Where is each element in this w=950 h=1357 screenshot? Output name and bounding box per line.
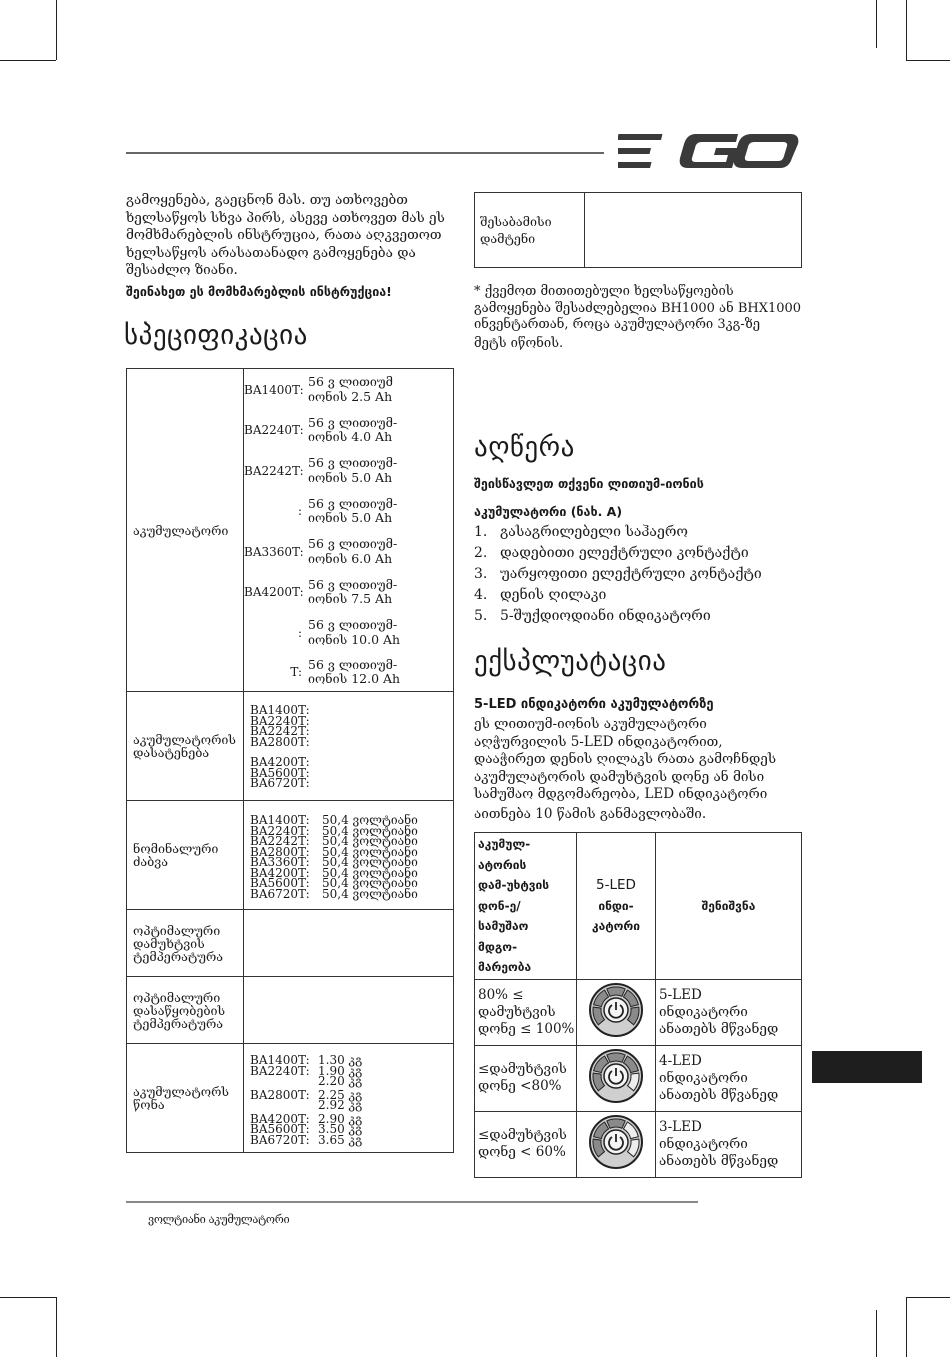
level-line: 80% ≤ bbox=[478, 986, 524, 1003]
note-cell bbox=[656, 1111, 802, 1177]
weight-model: BA5600T: bbox=[250, 1122, 310, 1136]
operation-line: ეს ლითიუმ-იონის აკუმულატორი bbox=[474, 716, 707, 732]
voltage-label-line: ძაბვა bbox=[133, 854, 168, 869]
description-subtitle: აკუმულატორი (ნახ. A) bbox=[474, 504, 623, 519]
voltage-row bbox=[250, 886, 453, 901]
footnote-line: ინვენტართან, როცა აკუმულატორი 3კგ-ზე bbox=[474, 317, 761, 332]
level-line: დონე <80% bbox=[478, 1078, 562, 1094]
footer-rule bbox=[126, 1201, 698, 1203]
battery-model: BA4200T: bbox=[244, 585, 304, 599]
battery-model: BA2242T: bbox=[244, 463, 304, 478]
voltage-value: 50,4 ვოლტიანი bbox=[322, 855, 418, 869]
note-cell bbox=[656, 1045, 802, 1111]
opt-charge-temp-label bbox=[127, 910, 244, 977]
label-line: ტემპერატურა bbox=[133, 948, 224, 964]
level-line: დონე ≤ 100% bbox=[478, 1020, 575, 1037]
label-line: დასაწყობების bbox=[133, 1002, 226, 1018]
battery-label: აკუმულატორი bbox=[127, 369, 244, 692]
description-subtitle: შეისწავლეთ თქვენი ლითიუმ-იონის bbox=[474, 476, 704, 491]
charger-model: BA4200T: bbox=[250, 755, 310, 770]
compatible-line: შესაბამისი bbox=[480, 214, 552, 229]
crop-mark bbox=[56, 1297, 57, 1357]
charger-model: BA5600T: bbox=[250, 765, 310, 780]
footer-text: ვოლტიანი აკუმულატორი bbox=[148, 1213, 290, 1226]
led-heading: 5-LED ინდიკატორი აკუმულატორზე bbox=[474, 697, 714, 712]
table-row bbox=[475, 1111, 802, 1177]
battery-cell bbox=[244, 369, 454, 692]
header-line: დონ-ე/ bbox=[478, 898, 521, 913]
weight-label bbox=[127, 1044, 244, 1153]
weight-model: BA2240T: bbox=[250, 1063, 310, 1078]
crop-mark bbox=[0, 1297, 56, 1298]
voltage-label-line: ნომინალური bbox=[133, 841, 219, 856]
footnote-line: * ქვემოთ მითითებული ხელსაწყოების bbox=[474, 284, 734, 299]
charger-model: BA6720T: bbox=[250, 776, 310, 791]
battery-row bbox=[244, 612, 453, 653]
intro-line: მომხმარებლის ინსტრუცია, რათა აღკვეთოთ bbox=[126, 227, 442, 243]
weight-value: 2.20 კგ bbox=[318, 1074, 363, 1088]
weight-model bbox=[250, 1076, 318, 1087]
weight-label-line: აკუმულატორს bbox=[133, 1084, 229, 1099]
list-text: უარყოფითი ელექტრული კონტაქტი bbox=[500, 566, 762, 582]
battery-row bbox=[244, 531, 453, 572]
header-line: კატორი bbox=[591, 919, 641, 933]
note-line: ინდიკატორი bbox=[659, 1135, 748, 1152]
battery-desc: იონის 2.5 Ah bbox=[308, 388, 393, 404]
crop-mark bbox=[56, 0, 57, 60]
level-line: დამუხტვის bbox=[478, 1003, 556, 1020]
led-cell bbox=[577, 979, 656, 1045]
weight-row bbox=[250, 1100, 453, 1111]
battery-row bbox=[244, 369, 453, 410]
list-number: 3. bbox=[474, 566, 488, 582]
note-line: 3-LED bbox=[659, 1118, 702, 1135]
compatible-line: დამტენი bbox=[480, 231, 536, 246]
list-item bbox=[474, 564, 762, 585]
voltage-value: 50,4 ვოლტიანი bbox=[322, 834, 418, 848]
crop-mark bbox=[0, 60, 56, 61]
weight-model: BA6720T: bbox=[250, 1132, 310, 1147]
crop-mark bbox=[906, 60, 950, 61]
level-cell bbox=[475, 979, 577, 1045]
footnote-line: მეტს იწონის. bbox=[474, 335, 564, 351]
intro-line: ხელსაწყოს სხვა პირს, ასევე ათხოვეთ მას ეს bbox=[126, 209, 445, 226]
opt-charge-temp-value bbox=[244, 910, 454, 977]
compatible-charger-table bbox=[474, 192, 802, 268]
label-line: ტემპერატურა bbox=[133, 1015, 224, 1031]
intro-paragraph bbox=[126, 192, 466, 280]
list-item bbox=[474, 522, 762, 543]
operation-paragraph bbox=[474, 716, 804, 823]
voltage-cell bbox=[244, 801, 454, 910]
charger-cell bbox=[244, 692, 454, 801]
weight-value: 2.90 კგ bbox=[318, 1111, 363, 1126]
led-segment bbox=[607, 1053, 625, 1062]
voltage-model: BA2800T: bbox=[250, 844, 310, 859]
voltage-value: 50,4 ვოლტიანი bbox=[322, 844, 418, 859]
voltage-model: BA1400T: bbox=[250, 813, 310, 827]
description-title: აღწერა bbox=[474, 432, 575, 463]
voltage-value: 50,4 ვოლტიანი bbox=[322, 876, 418, 890]
led-cell bbox=[577, 1111, 656, 1177]
weight-value: 3.50 კგ bbox=[318, 1122, 363, 1136]
level-line: დონე < 60% bbox=[478, 1144, 566, 1160]
compatible-charger-label bbox=[475, 193, 585, 267]
led-status-table bbox=[474, 832, 802, 1178]
header-line: ატორის bbox=[478, 857, 527, 872]
operation-title: ექსპლუატაცია bbox=[474, 646, 667, 677]
battery-desc: 56 ვ ლითიუმ bbox=[308, 374, 393, 389]
note-line: 5-LED bbox=[659, 986, 702, 1003]
note-line: ანათებს მწვანედ bbox=[659, 1086, 779, 1103]
list-item bbox=[474, 543, 762, 564]
note-line: ინდიკატორი bbox=[659, 1069, 748, 1086]
charger-label bbox=[127, 692, 244, 801]
battery-row bbox=[244, 491, 453, 531]
level-line: ≤დამუხტვის bbox=[478, 1061, 567, 1077]
battery-row bbox=[244, 410, 453, 450]
note-line: ანათებს მწვანედ bbox=[659, 1152, 779, 1169]
battery-desc: იონის 5.0 Ah bbox=[308, 469, 393, 485]
intro-line: ხელსაწყოს არასათანადო გამოყენება და bbox=[126, 244, 416, 261]
col-header-led bbox=[577, 833, 656, 980]
battery-desc: 56 ვ ლითიუმ- bbox=[308, 617, 398, 632]
operation-line: აკუმულატორის დამუხტვის დონე ან მისი bbox=[474, 768, 765, 785]
led-segment bbox=[607, 1119, 625, 1128]
header-line: დამ-უხტვის bbox=[478, 878, 550, 892]
operation-line: აითნება 10 წამის განმავლობაში. bbox=[474, 805, 707, 822]
weight-value: 2.25 კგ bbox=[318, 1087, 363, 1102]
charger-model: BA1400T: bbox=[250, 703, 310, 718]
voltage-value: 50,4 ვოლტიანი bbox=[322, 865, 418, 880]
battery-led-icon bbox=[588, 1048, 644, 1104]
note-line: ანათებს მწვანედ bbox=[659, 1020, 779, 1037]
header-line: მარეობა bbox=[478, 960, 532, 974]
battery-model: T: bbox=[290, 665, 302, 679]
list-number: 2. bbox=[474, 545, 488, 561]
header-line: ინდი- bbox=[598, 898, 634, 913]
operation-line: დააჭირეთ დენის ღილაკს რათა გამოჩნდეს bbox=[474, 751, 777, 767]
battery-desc: 56 ვ ლითიუმ- bbox=[308, 495, 398, 511]
weight-cell bbox=[244, 1044, 454, 1153]
battery-desc: იონის 4.0 Ah bbox=[308, 429, 393, 444]
battery-desc: იონის 7.5 Ah bbox=[308, 591, 393, 606]
header-line: 5-LED bbox=[596, 877, 636, 893]
crop-mark bbox=[906, 1297, 907, 1357]
list-number: 5. bbox=[474, 608, 488, 624]
list-text: გასაგრილებელი საჰაერო bbox=[500, 524, 688, 540]
battery-model: BA3360T: bbox=[244, 544, 304, 559]
battery-desc: იონის 6.0 Ah bbox=[308, 550, 393, 566]
battery-row bbox=[244, 653, 453, 691]
weight-value: 1.90 კგ bbox=[318, 1063, 363, 1078]
weight-model: BA1400T: bbox=[250, 1053, 310, 1067]
led-cell bbox=[577, 1045, 656, 1111]
voltage-model: BA4200T: bbox=[250, 865, 310, 880]
crop-mark bbox=[876, 1310, 877, 1357]
weight-model bbox=[250, 1100, 318, 1111]
intro-line: შესაძლო ზიანი. bbox=[126, 262, 238, 278]
charger-label-line: დასატენება bbox=[133, 745, 210, 760]
label-line: დამუხტვის bbox=[133, 935, 205, 951]
label-line: ოპტიმალური bbox=[133, 922, 221, 938]
voltage-list bbox=[244, 811, 453, 899]
header-line: მდგო- bbox=[478, 939, 518, 954]
section-tab bbox=[812, 1051, 922, 1083]
col-header-level bbox=[475, 833, 577, 980]
battery-desc: იონის 12.0 Ah bbox=[308, 671, 401, 686]
level-line: ≤დამუხტვის bbox=[478, 1127, 567, 1143]
voltage-value: 50,4 ვოლტიანი bbox=[322, 823, 418, 838]
col-header-note: შენიშვნა bbox=[656, 833, 802, 980]
voltage-model: BA2242T: bbox=[250, 834, 310, 848]
crop-mark bbox=[906, 0, 907, 60]
voltage-model: BA3360T: bbox=[250, 855, 310, 869]
weight-value: 3.65 კგ bbox=[318, 1132, 363, 1147]
weight-row bbox=[250, 1076, 453, 1087]
table-row bbox=[475, 1045, 802, 1111]
list-text: დენის ღილაკი bbox=[500, 587, 607, 603]
weight-value: 1.30 კგ bbox=[318, 1053, 363, 1067]
crop-mark bbox=[876, 0, 877, 48]
voltage-value: 50,4 ვოლტიანი bbox=[322, 813, 418, 827]
battery-model: BA2240T: bbox=[244, 423, 304, 437]
battery-model: : bbox=[297, 504, 302, 518]
battery-row bbox=[244, 450, 453, 491]
charger-label-line: აკუმულატორის bbox=[133, 732, 236, 747]
footnote-line: გამოყენება შესაძლებელია BH1000 ან BHX1000 bbox=[474, 300, 802, 316]
battery-desc: იონის 10.0 Ah bbox=[308, 631, 401, 647]
weight-row bbox=[250, 1132, 453, 1147]
crop-mark bbox=[906, 1297, 950, 1298]
battery-led-icon bbox=[588, 982, 644, 1038]
opt-storage-temp-label bbox=[127, 977, 244, 1044]
charger-model: BA2800T: bbox=[250, 734, 310, 749]
battery-row bbox=[244, 572, 453, 612]
list-number: 4. bbox=[474, 587, 488, 603]
list-item bbox=[474, 606, 762, 627]
header-line: აკუმულ- bbox=[478, 837, 531, 851]
battery-desc: 56 ვ ლითიუმ- bbox=[308, 455, 398, 470]
note-cell bbox=[656, 979, 802, 1045]
footnote bbox=[474, 284, 814, 352]
charger-models bbox=[244, 699, 453, 793]
weight-label-line: წონა bbox=[133, 1097, 165, 1112]
parts-list bbox=[474, 522, 762, 627]
battery-desc: 56 ვ ლითიუმ- bbox=[308, 656, 398, 672]
battery-desc: 56 ვ ლითიუმ- bbox=[308, 414, 398, 430]
battery-desc: იონის 5.0 Ah bbox=[308, 510, 393, 525]
voltage-label bbox=[127, 801, 244, 910]
battery-model: : bbox=[297, 625, 302, 640]
ego-logo bbox=[618, 128, 800, 174]
led-segment bbox=[607, 987, 625, 996]
operation-line: სამუშაო მდგომარეობა, LED ინდიკატორი bbox=[474, 786, 768, 802]
charger-model: BA2242T: bbox=[250, 724, 310, 739]
voltage-model: BA2240T: bbox=[250, 823, 310, 838]
spec-title: სპეციფიკაცია bbox=[124, 320, 308, 351]
list-number: 1. bbox=[474, 524, 488, 540]
opt-storage-temp-value bbox=[244, 977, 454, 1044]
note-line: ინდიკატორი bbox=[659, 1003, 748, 1020]
level-cell bbox=[475, 1111, 577, 1177]
weight-value: 2.92 კგ bbox=[318, 1098, 363, 1112]
table-row bbox=[475, 979, 802, 1045]
battery-led-icon bbox=[588, 1114, 644, 1170]
charger-model: BA2240T: bbox=[250, 713, 310, 728]
battery-model: BA1400T: bbox=[244, 382, 304, 397]
header-line: სამუშაო bbox=[478, 919, 529, 933]
level-cell bbox=[475, 1045, 577, 1111]
header-rule bbox=[126, 152, 604, 154]
voltage-model: BA6720T: bbox=[250, 886, 310, 901]
weight-list bbox=[244, 1051, 453, 1145]
battery-desc: 56 ვ ლითიუმ- bbox=[308, 576, 398, 592]
voltage-value: 50,4 ვოლტიანი bbox=[322, 886, 418, 901]
spec-table bbox=[126, 368, 454, 1153]
weight-model: BA4200T: bbox=[250, 1111, 310, 1126]
voltage-model: BA5600T: bbox=[250, 876, 310, 890]
list-text: 5-შუქდიოდიანი ინდიკატორი bbox=[500, 608, 711, 624]
operation-line: აღჭურვილის 5-LED ინდიკატორით, bbox=[474, 733, 723, 750]
list-item bbox=[474, 585, 762, 606]
weight-model: BA2800T: bbox=[250, 1087, 310, 1102]
note-line: 4-LED bbox=[659, 1052, 702, 1069]
battery-desc: 56 ვ ლითიუმ- bbox=[308, 536, 398, 551]
intro-line: გამოყენება, გაეცნონ მას. თუ ათხოვებთ bbox=[126, 192, 408, 208]
list-text: დადებითი ელექტრული კონტაქტი bbox=[500, 545, 749, 561]
label-line: ოპტიმალური bbox=[133, 989, 221, 1005]
save-note: შეინახეთ ეს მომხმარებლის ინსტრუქცია! bbox=[126, 284, 392, 299]
